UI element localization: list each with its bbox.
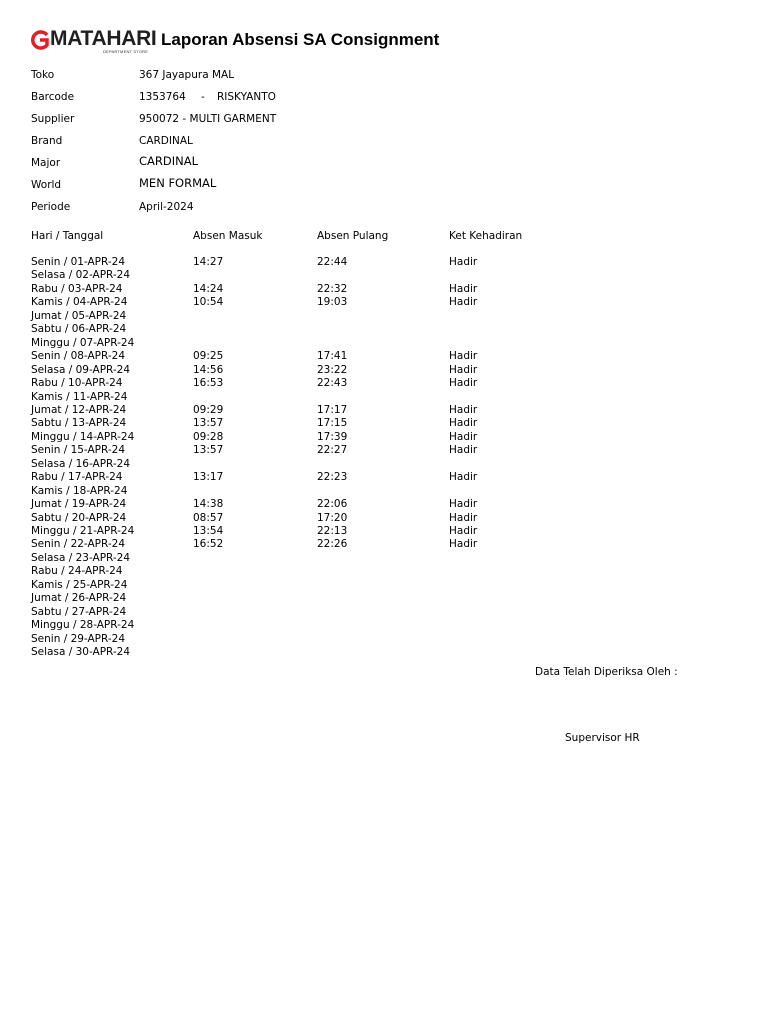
cell-check-out: 22:06 — [317, 498, 348, 511]
table-row — [0, 592, 768, 605]
cell-check-in: 14:27 — [193, 256, 224, 268]
cell-status: Hadir — [449, 430, 478, 443]
cell-check-in: 09:25 — [193, 350, 224, 363]
report-title: Laporan Absensi SA Consignment — [161, 30, 440, 49]
cell-status: Hadir — [449, 498, 478, 511]
cell-date: Selasa / 09-APR-24 — [31, 363, 131, 376]
table-row — [0, 377, 768, 390]
cell-date: Rabu / 24-APR-24 — [31, 565, 123, 578]
cell-date: Jumat / 26-APR-24 — [31, 592, 127, 605]
major-value: CARDINAL — [139, 154, 199, 168]
table-row — [0, 471, 768, 484]
cell-date: Kamis / 18-APR-24 — [31, 484, 128, 497]
brand-value: CARDINAL — [139, 135, 193, 147]
cell-check-out: 22:13 — [317, 525, 348, 537]
cell-check-in: 13:17 — [193, 471, 224, 484]
cell-date: Jumat / 19-APR-24 — [31, 498, 127, 511]
table-row — [0, 538, 768, 551]
table-row — [0, 404, 768, 417]
cell-check-out: 19:03 — [317, 296, 348, 309]
cell-date: Jumat / 12-APR-24 — [31, 403, 127, 416]
cell-check-out: 17:41 — [317, 350, 348, 363]
column-header-status: Ket Kehadiran — [449, 230, 523, 242]
cell-status: Hadir — [449, 403, 478, 416]
cell-date: Selasa / 16-APR-24 — [31, 457, 131, 470]
column-header-check-out: Absen Pulang — [317, 230, 389, 242]
cell-date: Minggu / 07-APR-24 — [31, 336, 135, 349]
cell-check-in: 13:57 — [193, 417, 224, 430]
table-row — [0, 619, 768, 632]
table-row — [0, 310, 768, 323]
table-row — [0, 296, 768, 309]
employee-name: RISKYANTO — [217, 91, 276, 103]
table-row — [0, 646, 768, 659]
cell-date: Senin / 22-APR-24 — [31, 538, 126, 551]
world-value: MEN FORMAL — [139, 176, 217, 190]
periode-value: April-2024 — [139, 201, 194, 213]
supplier-value: 950072 - MULTI GARMENT — [139, 113, 277, 125]
table-row — [0, 283, 768, 296]
table-row — [0, 525, 768, 538]
cell-date: Selasa / 02-APR-24 — [31, 269, 131, 282]
barcode-value: 1353764 — [139, 91, 186, 103]
cell-date: Senin / 08-APR-24 — [31, 350, 126, 363]
column-header-check-in: Absen Masuk — [193, 230, 263, 242]
cell-date: Minggu / 21-APR-24 — [31, 525, 135, 537]
cell-date: Rabu / 10-APR-24 — [31, 377, 123, 390]
cell-date: Sabtu / 27-APR-24 — [31, 605, 127, 618]
table-row — [0, 633, 768, 646]
matahari-logo — [30, 27, 157, 58]
cell-check-in: 09:28 — [193, 430, 224, 443]
periode-label: Periode — [31, 201, 71, 213]
cell-date: Senin / 01-APR-24 — [31, 256, 126, 268]
toko-label: Toko — [31, 69, 55, 81]
table-row — [0, 417, 768, 430]
cell-check-out: 22:27 — [317, 444, 348, 457]
cell-check-in: 13:57 — [193, 444, 224, 457]
cell-check-in: 16:53 — [193, 377, 224, 390]
cell-check-in: 10:54 — [193, 296, 224, 309]
cell-check-out: 17:39 — [317, 430, 348, 443]
cell-status: Hadir — [449, 417, 478, 430]
table-row — [0, 512, 768, 525]
cell-check-out: 22:32 — [317, 282, 348, 295]
cell-check-out: 17:15 — [317, 417, 348, 430]
table-row — [0, 458, 768, 471]
table-row — [0, 552, 768, 565]
cell-date: Selasa / 30-APR-24 — [31, 646, 131, 659]
cell-status: Hadir — [449, 256, 478, 268]
world-label: World — [31, 179, 62, 191]
brand-name: MATAHARI — [50, 27, 157, 50]
table-row — [0, 431, 768, 444]
cell-check-in: 16:52 — [193, 538, 224, 551]
cell-status: Hadir — [449, 363, 478, 376]
cell-date: Kamis / 11-APR-24 — [31, 390, 128, 403]
table-row — [0, 485, 768, 498]
cell-check-out: 22:26 — [317, 538, 348, 551]
table-row — [0, 391, 768, 404]
cell-check-in: 13:54 — [193, 525, 224, 537]
cell-check-out: 22:44 — [317, 256, 348, 268]
cell-check-out: 17:20 — [317, 511, 348, 524]
toko-value: 367 Jayapura MAL — [139, 69, 235, 81]
cell-status: Hadir — [449, 377, 478, 390]
table-row — [0, 444, 768, 457]
cell-date: Jumat / 05-APR-24 — [31, 309, 127, 322]
barcode-label: Barcode — [31, 91, 75, 103]
cell-status: Hadir — [449, 296, 478, 309]
table-row — [0, 498, 768, 511]
matahari-logo-icon — [30, 29, 50, 51]
cell-status: Hadir — [449, 525, 478, 537]
cell-status: Hadir — [449, 538, 478, 551]
cell-date: Minggu / 14-APR-24 — [31, 430, 135, 443]
cell-date: Rabu / 17-APR-24 — [31, 471, 123, 484]
cell-date: Kamis / 25-APR-24 — [31, 578, 128, 591]
cell-check-out: 17:17 — [317, 403, 348, 416]
brand-subtitle: DEPARTMENT STORE — [103, 49, 149, 54]
supplier-label: Supplier — [31, 113, 75, 125]
table-row — [0, 579, 768, 592]
supervisor-signature-label: Supervisor HR — [565, 732, 640, 744]
cell-check-in: 14:24 — [193, 282, 224, 295]
cell-check-out: 22:23 — [317, 471, 348, 484]
cell-check-in: 14:38 — [193, 498, 224, 511]
cell-date: Senin / 29-APR-24 — [31, 632, 126, 645]
cell-status: Hadir — [449, 471, 478, 484]
cell-date: Kamis / 04-APR-24 — [31, 296, 128, 309]
table-row — [0, 337, 768, 350]
cell-date: Sabtu / 20-APR-24 — [31, 511, 127, 524]
table-row — [0, 256, 768, 269]
table-row — [0, 323, 768, 336]
table-row — [0, 364, 768, 377]
major-label: Major — [31, 157, 61, 169]
cell-date: Sabtu / 06-APR-24 — [31, 323, 127, 336]
table-row — [0, 606, 768, 619]
cell-check-out: 22:43 — [317, 377, 348, 390]
cell-check-out: 23:22 — [317, 363, 348, 376]
cell-date: Senin / 15-APR-24 — [31, 444, 126, 457]
checked-by-label: Data Telah Diperiksa Oleh : — [535, 666, 678, 678]
cell-check-in: 08:57 — [193, 511, 224, 524]
cell-date: Selasa / 23-APR-24 — [31, 551, 131, 564]
cell-status: Hadir — [449, 444, 478, 457]
cell-status: Hadir — [449, 511, 478, 524]
cell-date: Sabtu / 13-APR-24 — [31, 417, 127, 430]
cell-status: Hadir — [449, 350, 478, 363]
table-row — [0, 350, 768, 363]
cell-check-in: 09:29 — [193, 403, 224, 416]
table-row — [0, 269, 768, 282]
cell-status: Hadir — [449, 282, 478, 295]
cell-check-in: 14:56 — [193, 363, 224, 376]
brand-label: Brand — [31, 135, 63, 147]
barcode-separator: - — [201, 91, 205, 103]
table-row — [0, 565, 768, 578]
column-header-date: Hari / Tanggal — [31, 230, 104, 242]
cell-date: Minggu / 28-APR-24 — [31, 619, 135, 632]
cell-date: Rabu / 03-APR-24 — [31, 282, 123, 295]
